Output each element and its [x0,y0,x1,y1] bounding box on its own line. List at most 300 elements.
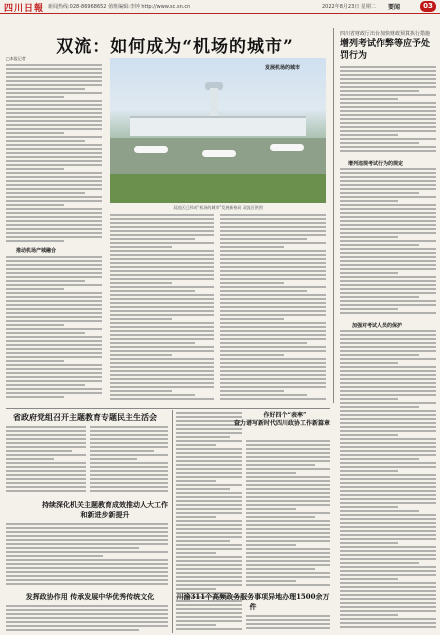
text-line [6,148,102,150]
text-line [220,254,326,256]
text-line [6,304,102,306]
text-line [90,474,168,476]
text-line [340,526,436,528]
text-line [246,520,330,522]
text-line [6,340,102,342]
right-subhead-0: 增列违规考试行为的规定 [348,161,404,167]
right-title: 增列考试作弊等应予处罚行为 [340,39,431,61]
text-line [340,118,436,120]
text-line [110,282,172,284]
text-line [176,612,242,614]
text-line [220,346,326,348]
lead-body-col1b [6,256,102,401]
text-line [340,196,436,198]
right-body-b [340,168,436,318]
text-line [340,354,419,356]
text-line [176,576,242,578]
text-line [220,306,326,308]
text-line [340,142,419,144]
text-line [176,628,242,630]
text-line [340,236,398,238]
text-line [340,208,436,210]
text-line [220,234,326,236]
text-line [220,386,326,388]
bottom-left-body-b [90,426,168,496]
text-line [90,470,168,472]
text-line [110,394,195,396]
text-line [110,254,214,256]
text-line [340,308,398,310]
text-line [90,434,168,436]
text-line [6,547,139,549]
text-line [176,464,242,466]
text-line [340,418,436,420]
text-line [6,617,168,619]
text-line [110,238,195,240]
text-line [6,344,102,346]
text-line [246,532,330,534]
text-line [340,172,436,174]
bottom-column-rule [172,410,173,633]
text-line [340,478,436,480]
text-line [6,240,64,242]
lead-body-col3 [220,214,326,404]
text-line [340,98,398,100]
text-line [340,366,436,368]
text-line [340,586,436,588]
masthead-info: 新闻热线:028-86968652 值班编辑:李钟 http://www.sc.sn.cn [48,4,191,10]
text-line [220,310,326,312]
text-line [340,176,436,178]
newspaper-logo: 四川日報 [4,4,45,14]
text-line [220,222,326,224]
text-line [6,372,102,374]
text-line [110,338,214,340]
text-line [110,366,214,368]
section-name: 要闻 [388,4,401,11]
text-line [176,580,242,582]
text-line [110,314,214,316]
text-line [340,570,436,572]
text-line [110,334,214,336]
text-line [220,342,307,344]
text-line [110,318,172,320]
text-line [6,100,102,102]
text-line [6,575,168,577]
lead-subhead-0: 发展机场的城市 [265,65,301,71]
text-line [6,621,168,623]
text-line [6,168,64,170]
right-body-c [340,330,436,630]
text-line [6,292,102,294]
text-line [6,212,102,214]
issue-date: 2022年8月23日 星期二 [322,4,376,10]
text-line [6,64,102,66]
text-line [246,516,315,518]
text-line [220,350,326,352]
text-line [340,474,436,476]
text-line [6,567,168,569]
text-line [340,264,436,266]
text-line [6,551,168,553]
text-line [6,68,102,70]
column-rule [333,28,334,403]
text-line [340,216,436,218]
text-line [340,106,436,108]
bottom-right-title-1: 奋力谱写新时代四川政协工作新篇章 [233,420,330,427]
text-line [6,276,102,278]
text-line [176,524,242,526]
text-line [110,302,214,304]
text-line [6,527,168,529]
text-line [176,500,242,502]
text-line [220,230,326,232]
text-line [220,286,326,288]
text-line [246,488,330,490]
text-line [6,559,168,561]
text-line [6,220,102,222]
text-line [246,492,330,494]
text-line [340,450,436,452]
masthead [0,0,440,14]
text-line [6,104,102,106]
text-line [176,560,242,562]
text-line [340,502,436,504]
text-line [6,152,102,154]
text-line [176,480,216,482]
text-line [220,274,326,276]
text-line [6,434,86,436]
text-line [220,338,326,340]
text-line [110,342,195,344]
text-line [6,609,168,611]
bottom-left-body-a [6,426,86,496]
airplane [270,144,304,151]
text-line [6,316,102,318]
text-line [110,322,214,324]
text-line [340,454,436,456]
text-line [246,580,296,582]
text-line [340,284,436,286]
text-line [176,452,242,454]
bottom-left-title-2: 持续深化机关主题教育成效推动人大工作和新进步新提升 [42,500,168,519]
lead-body-col1 [6,64,102,244]
text-line [246,615,330,617]
text-line [340,146,436,148]
text-line [6,260,102,262]
text-line [6,629,139,631]
text-line [220,314,326,316]
text-line [340,578,398,580]
text-line [220,354,284,356]
text-line [340,232,436,234]
text-line [220,242,326,244]
text-line [176,512,242,514]
text-line [340,180,436,182]
text-line [176,508,242,510]
text-line [110,294,214,296]
text-line [110,386,214,388]
text-line [246,508,296,510]
text-line [176,564,242,566]
text-line [110,374,214,376]
bottom-left-title-3: 发挥政协作用 传承发展中华优秀传统文化 [25,592,155,601]
text-line [110,310,214,312]
text-line [6,352,102,354]
text-line [6,284,102,286]
text-line [110,218,214,220]
text-line [176,540,230,542]
bottom-right-body-b [246,615,330,633]
text-line [6,462,86,464]
text-line [340,542,398,544]
text-line [220,366,326,368]
text-line [110,298,214,300]
text-line [6,160,102,162]
text-line [6,384,85,386]
text-line [220,358,326,360]
text-line [340,394,436,396]
text-line [340,438,436,440]
bottom-right-body-a [246,440,330,590]
grass [110,174,326,203]
text-line [340,498,436,500]
text-line [6,430,86,432]
text-line [340,614,398,616]
text-line [220,390,284,392]
text-line [176,492,242,494]
text-line [340,280,436,282]
text-line [6,144,102,146]
text-line [110,330,214,332]
text-line [90,430,168,432]
text-line [246,584,330,586]
text-line [340,486,436,488]
text-line [246,623,330,625]
text-line [246,512,330,514]
bottom-left-title-1: 省政府党组召开主题教育专题民主生活会 [13,412,157,422]
text-line [6,200,102,202]
text-line [110,290,195,292]
text-line [340,550,436,552]
text-line [340,470,398,472]
text-line [220,250,326,252]
text-line [110,214,214,216]
text-line [340,506,398,508]
text-line [340,402,436,404]
text-line [220,246,284,248]
text-line [340,522,436,524]
airplane [202,150,236,157]
text-line [220,322,326,324]
text-line [340,78,436,80]
text-line [246,476,330,478]
airport-photo [110,58,326,203]
text-line [340,546,436,548]
text-line [110,350,214,352]
lead-headline: 双流：如何成为“机场的城市” [56,37,294,57]
text-line [6,172,102,174]
text-line [110,242,214,244]
text-line [246,544,296,546]
text-line [340,82,436,84]
text-line [340,240,436,242]
text-line [340,138,436,140]
text-line [90,446,168,448]
text-line [246,568,315,570]
text-line [110,230,214,232]
section-rule [6,408,330,409]
text-line [340,292,436,294]
text-line [6,300,102,302]
text-line [220,282,284,284]
text-line [6,308,102,310]
text-line [6,236,102,238]
right-body-a [340,66,436,156]
text-line [6,72,102,74]
text-line [6,296,102,298]
text-line [6,535,168,537]
text-line [340,426,436,428]
text-line [6,280,85,282]
text-line [176,444,216,446]
text-line [246,564,330,566]
text-line [6,136,102,138]
text-line [176,428,242,430]
text-line [340,598,436,600]
text-line [340,260,436,262]
text-line [110,250,214,252]
text-line [176,476,242,478]
text-line [176,456,242,458]
text-line [110,382,214,384]
text-line [176,488,230,490]
text-line [220,218,326,220]
text-line [176,620,242,622]
text-line [6,466,86,468]
bottom-left-body-d [6,605,168,633]
text-line [6,88,85,90]
text-line [6,84,102,86]
text-line [176,460,242,462]
text-line [90,454,168,456]
text-line [340,224,436,226]
text-line [246,456,330,458]
lead-byline: □本报记者 [6,56,26,61]
text-line [340,398,398,400]
text-line [246,576,330,578]
text-line [340,422,436,424]
right-kicker: 四川省财政厅出台加快财政预算执行措施 [340,31,431,37]
text-line [6,523,168,525]
text-line [90,438,168,440]
text-line [340,342,436,344]
text-line [340,370,436,372]
text-line [220,326,326,328]
text-line [6,92,102,94]
text-line [340,248,436,250]
text-line [340,566,436,568]
text-line [340,594,436,596]
text-line [340,350,436,352]
text-line [6,224,102,226]
text-line [90,466,168,468]
text-line [340,114,436,116]
text-line [220,298,326,300]
text-line [340,300,436,302]
text-line [220,294,326,296]
text-line [6,583,168,585]
text-line [340,130,436,132]
text-line [340,346,436,348]
text-line [6,563,168,565]
terminal-building [130,116,306,136]
text-line [340,268,436,270]
text-line [110,326,214,328]
text-line [6,356,102,358]
text-line [246,572,330,574]
text-line [246,480,330,482]
text-line [340,256,436,258]
text-line [246,468,330,470]
text-line [220,330,326,332]
text-line [6,360,64,362]
text-line [6,324,64,326]
text-line [340,378,436,380]
text-line [340,184,436,186]
text-line [340,410,436,412]
text-line [340,442,436,444]
text-line [340,150,436,152]
text-line [6,124,102,126]
text-line [90,450,154,452]
text-line [176,416,242,418]
text-line [246,496,330,498]
text-line [6,531,168,533]
text-line [340,494,436,496]
text-line [90,426,168,428]
text-line [176,504,242,506]
text-line [340,134,398,136]
text-line [246,524,330,526]
text-line [340,514,436,516]
text-line [110,262,214,264]
text-line [6,80,102,82]
text-line [110,346,214,348]
text-line [246,448,330,450]
text-line [246,472,296,474]
text-line [90,462,168,464]
text-line [6,320,102,322]
text-line [6,268,102,270]
bottom-right-title-2: 川渝311个高频政务服务事项异地办理1500余万件 [176,592,330,611]
text-line [176,484,242,486]
text-line [340,330,436,332]
text-line [340,338,436,340]
text-line [6,112,102,114]
text-line [246,460,330,462]
text-line [6,192,85,194]
text-line [220,362,326,364]
text-line [6,613,168,615]
airplane [134,146,168,153]
text-line [110,362,214,364]
text-line [340,168,436,170]
text-line [6,458,54,460]
text-line [340,582,436,584]
text-line [340,102,436,104]
text-line [340,482,436,484]
